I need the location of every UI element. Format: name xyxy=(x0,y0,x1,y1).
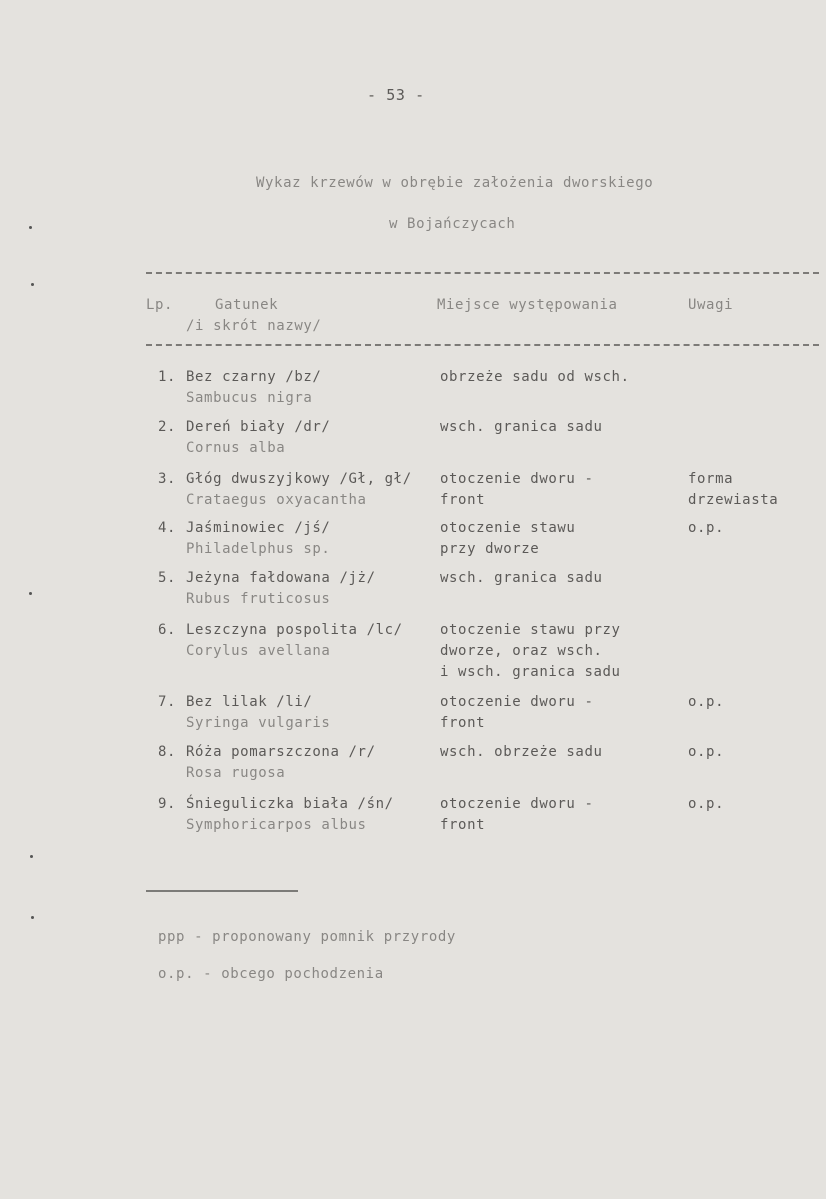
species-latin: Rubus fruticosus xyxy=(186,591,331,607)
species-name: Śnieguliczka biała /śn/ xyxy=(186,796,394,812)
remark-line: o.p. xyxy=(688,744,725,760)
location-line: otoczenie dworu - xyxy=(440,694,594,710)
location-line: wsch. granica sadu xyxy=(440,419,603,435)
species-latin: Corylus avellana xyxy=(186,643,331,659)
location-line: dworze, oraz wsch. xyxy=(440,643,603,659)
location-line: obrzeże sadu od wsch. xyxy=(440,369,630,385)
location-line: otoczenie stawu przy xyxy=(440,622,621,638)
remark-line: forma xyxy=(688,471,734,487)
species-name: Dereń biały /dr/ xyxy=(186,419,331,435)
species-latin: Crataegus oxyacantha xyxy=(186,492,367,508)
location-line: przy dworze xyxy=(440,541,540,557)
species-latin: Syringa vulgaris xyxy=(186,715,331,731)
footnote-separator xyxy=(146,890,298,892)
species-name: Bez czarny /bz/ xyxy=(186,369,322,385)
punch-mark xyxy=(31,283,34,286)
location-line: wsch. obrzeże sadu xyxy=(440,744,603,760)
row-number: 3. xyxy=(158,471,177,487)
row-number: 5. xyxy=(158,570,177,586)
header-species-sub: /i skrót nazwy/ xyxy=(186,318,322,334)
remark-line: o.p. xyxy=(688,520,725,536)
species-latin: Rosa rugosa xyxy=(186,765,286,781)
table-header-rule xyxy=(146,344,819,346)
species-name: Głóg dwuszyjkowy /Gł, gł/ xyxy=(186,471,412,487)
location-line: front xyxy=(440,715,486,731)
document-title: Wykaz krzewów w obrębie założenia dworskiego xyxy=(256,175,654,191)
punch-mark xyxy=(29,592,32,595)
location-line: front xyxy=(440,492,486,508)
remark-line: drzewiasta xyxy=(688,492,779,508)
row-number: 6. xyxy=(158,622,177,638)
location-line: otoczenie dworu - xyxy=(440,471,594,487)
species-latin: Symphoricarpos albus xyxy=(186,817,367,833)
species-name: Róża pomarszczona /r/ xyxy=(186,744,376,760)
species-latin: Cornus alba xyxy=(186,440,286,456)
row-number: 8. xyxy=(158,744,177,760)
row-number: 9. xyxy=(158,796,177,812)
row-number: 7. xyxy=(158,694,177,710)
table-top-rule xyxy=(146,272,819,274)
species-name: Leszczyna pospolita /lc/ xyxy=(186,622,403,638)
row-number: 1. xyxy=(158,369,177,385)
header-species: Gatunek xyxy=(215,297,279,313)
location-line: front xyxy=(440,817,486,833)
header-location: Miejsce występowania xyxy=(437,297,618,313)
punch-mark xyxy=(31,916,34,919)
location-line: wsch. granica sadu xyxy=(440,570,603,586)
document-subtitle: w Bojańczycach xyxy=(389,216,516,232)
row-number: 2. xyxy=(158,419,177,435)
row-number: 4. xyxy=(158,520,177,536)
remark-line: o.p. xyxy=(688,694,725,710)
species-name: Jaśminowiec /jś/ xyxy=(186,520,331,536)
species-name: Bez lilak /li/ xyxy=(186,694,313,710)
remark-line: o.p. xyxy=(688,796,725,812)
species-latin: Sambucus nigra xyxy=(186,390,313,406)
species-name: Jeżyna fałdowana /jż/ xyxy=(186,570,376,586)
location-line: otoczenie dworu - xyxy=(440,796,594,812)
location-line: i wsch. granica sadu xyxy=(440,664,621,680)
species-latin: Philadelphus sp. xyxy=(186,541,331,557)
header-remarks: Uwagi xyxy=(688,297,734,313)
location-line: otoczenie stawu xyxy=(440,520,576,536)
footnote: ppp - proponowany pomnik przyrody xyxy=(158,929,456,945)
page-number: - 53 - xyxy=(367,86,425,104)
punch-mark xyxy=(30,855,33,858)
footnote: o.p. - obcego pochodzenia xyxy=(158,966,384,982)
punch-mark xyxy=(29,226,32,229)
header-lp: Lp. xyxy=(146,297,174,313)
